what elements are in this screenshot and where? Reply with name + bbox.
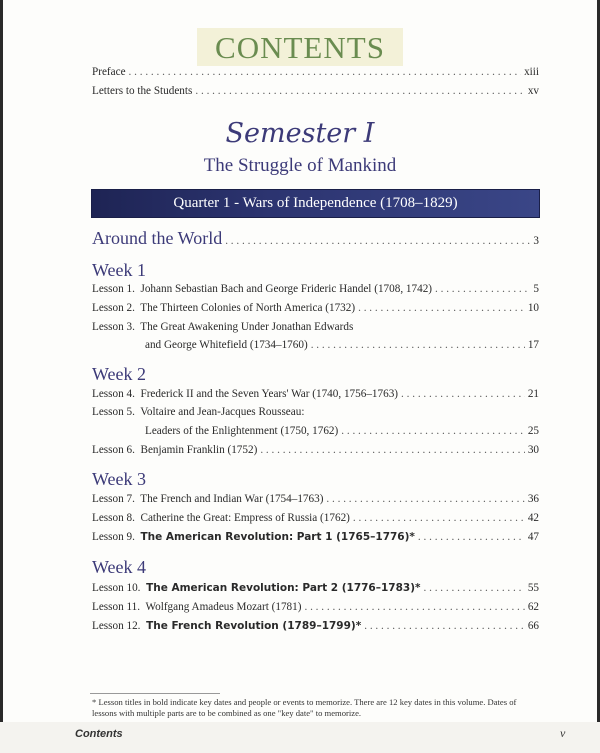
toc-page-number: xiii [524, 66, 539, 78]
toc-entry-label: Preface [92, 66, 126, 78]
lesson-number: Lesson 6. [92, 444, 135, 456]
toc-row-lesson-5-cont[interactable] [92, 425, 539, 437]
leader-dots [341, 425, 525, 437]
toc-page-number: xv [527, 85, 539, 97]
toc-row-lesson-10[interactable] [92, 582, 539, 594]
quarter-title: Quarter 1 - Wars of Independence (1708–1829) [173, 195, 458, 211]
toc-row-lesson-4[interactable] [92, 388, 539, 400]
around-the-world-label: Around the World [92, 228, 223, 248]
toc-row-lesson-12[interactable] [92, 620, 539, 632]
lesson-label [92, 512, 350, 524]
toc-entry-label: Letters to the Students [92, 85, 193, 97]
week-4-heading: Week 4 [92, 557, 147, 577]
lesson-title-continued: Leaders of the Enlightenment (1750, 1762) [145, 425, 339, 437]
footnote-rule [90, 693, 220, 694]
lesson-label [92, 601, 301, 613]
contents-title-text: CONTENTS [197, 28, 403, 66]
semester-title: Semester I [225, 118, 375, 149]
toc-page-number: 25 [527, 425, 539, 437]
lesson-label [92, 302, 355, 314]
footer-page-number: v [560, 726, 566, 740]
lesson-title: The Thirteen Colonies of North America (1732) [140, 302, 356, 314]
lesson-label [92, 444, 257, 456]
leader-dots [435, 283, 530, 295]
leader-dots [424, 582, 525, 594]
toc-row-lesson-3[interactable] [92, 321, 539, 333]
toc-row-lesson-9[interactable] [92, 531, 539, 543]
contents-heading [0, 28, 600, 66]
leader-dots [260, 444, 524, 456]
leader-dots [326, 493, 524, 505]
toc-page-number: 21 [527, 388, 539, 400]
lesson-number: Lesson 11. [92, 601, 141, 613]
toc-page-number: 47 [527, 531, 539, 543]
leader-dots [225, 235, 530, 247]
toc-row-around-the-world[interactable] [92, 228, 539, 249]
lesson-label [92, 620, 361, 632]
lesson-title: Wolfgang Amadeus Mozart (1781) [145, 601, 302, 613]
page-edge-left [0, 0, 3, 753]
toc-page-number: 3 [533, 235, 539, 247]
footnote: * Lesson titles in bold indicate key dates and people or events to memorize. There are 12 key dates in this volume. Dates of lessons with multiple parts are to be combined as one "key date" to memorize. [92, 697, 517, 718]
quarter-banner [92, 190, 539, 217]
lesson-title-key: The French Revolution (1789–1799)* [146, 620, 362, 632]
toc-page-number: 55 [527, 582, 539, 594]
toc-row-lesson-3-cont[interactable] [92, 339, 539, 351]
toc-row-lesson-8[interactable] [92, 512, 539, 524]
lesson-number: Lesson 2. [92, 302, 135, 314]
lesson-title: The French and Indian War (1754–1763) [140, 493, 324, 505]
lesson-label [92, 388, 398, 400]
lesson-title-continued: and George Whitefield (1734–1760) [145, 339, 308, 351]
lesson-title: Catherine the Great: Empress of Russia (1762) [140, 512, 350, 524]
lesson-title: The Great Awakening Under Jonathan Edwards [140, 321, 354, 333]
lesson-label [92, 493, 323, 505]
leader-dots [304, 601, 524, 613]
week-2-heading: Week 2 [92, 364, 147, 384]
leader-dots [418, 531, 525, 543]
toc-row-lesson-7[interactable] [92, 493, 539, 505]
leader-dots [401, 388, 525, 400]
lesson-title: Benjamin Franklin (1752) [140, 444, 258, 456]
week-3-heading: Week 3 [92, 469, 147, 489]
lesson-title: Johann Sebastian Bach and George Frideric Handel (1708, 1742) [140, 283, 433, 295]
lesson-label [92, 321, 353, 333]
lesson-label [92, 406, 304, 418]
leader-dots [358, 302, 525, 314]
lesson-label [92, 283, 432, 295]
toc-page-number: 17 [527, 339, 539, 351]
lesson-number: Lesson 10. [92, 582, 141, 594]
footer-section-label: Contents [75, 728, 123, 740]
lesson-number: Lesson 1. [92, 283, 135, 295]
lesson-number: Lesson 9. [92, 531, 135, 543]
semester-subtitle: The Struggle of Mankind [203, 155, 397, 176]
lesson-title: Frederick II and the Seven Years' War (1740, 1756–1763) [140, 388, 399, 400]
leader-dots [364, 620, 525, 632]
leader-dots [353, 512, 525, 524]
leader-dots [129, 66, 522, 78]
leader-dots [195, 85, 524, 97]
toc-page-number: 36 [527, 493, 539, 505]
toc-row-lesson-1[interactable] [92, 283, 539, 295]
toc-row-lesson-6[interactable] [92, 444, 539, 456]
toc-page-number: 62 [527, 601, 539, 613]
toc-row-lesson-11[interactable] [92, 601, 539, 613]
lesson-number: Lesson 7. [92, 493, 135, 505]
lesson-number: Lesson 3. [92, 321, 135, 333]
toc-row-letters[interactable] [92, 85, 539, 97]
toc-page-number: 10 [527, 302, 539, 314]
lesson-title-key: The American Revolution: Part 2 (1776–1783)* [146, 582, 421, 594]
week-1-heading: Week 1 [92, 260, 147, 280]
lesson-label [92, 531, 415, 543]
toc-row-preface[interactable] [92, 66, 539, 78]
toc-page-number: 42 [527, 512, 539, 524]
lesson-title-key: The American Revolution: Part 1 (1765–1776)* [140, 531, 415, 543]
lesson-title: Voltaire and Jean-Jacques Rousseau: [140, 406, 305, 418]
lesson-number: Lesson 5. [92, 406, 135, 418]
lesson-label [92, 582, 421, 594]
toc-page-number: 5 [533, 283, 539, 295]
lesson-number: Lesson 12. [92, 620, 141, 632]
lesson-number: Lesson 8. [92, 512, 135, 524]
toc-page-number: 66 [527, 620, 539, 632]
toc-row-lesson-2[interactable] [92, 302, 539, 314]
toc-page-number: 30 [527, 444, 539, 456]
lesson-number: Lesson 4. [92, 388, 135, 400]
leader-dots [311, 339, 525, 351]
toc-row-lesson-5[interactable] [92, 406, 539, 418]
